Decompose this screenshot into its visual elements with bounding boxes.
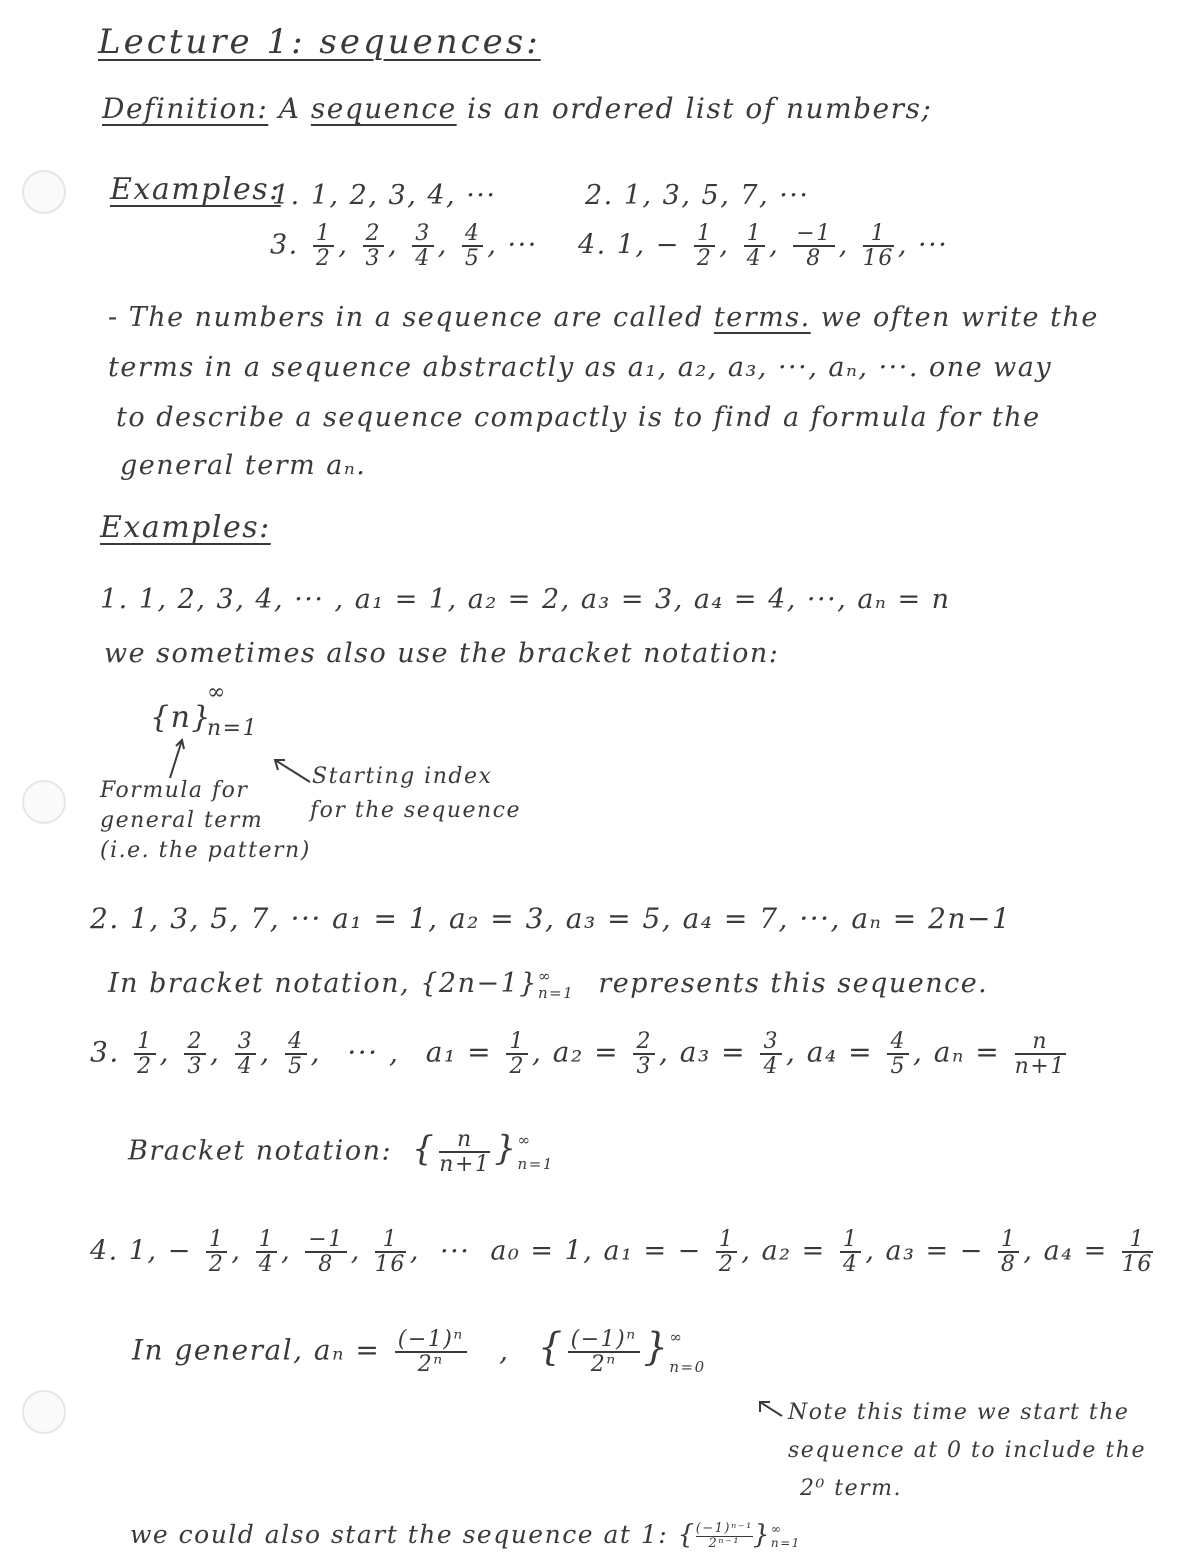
frac-num: 4: [462, 222, 484, 247]
terms-keyword: terms.: [713, 302, 811, 333]
example-1-bracket: {n}: [150, 700, 212, 735]
example-4-a4: [1122, 1228, 1153, 1276]
intro-example-4-index: 4.: [578, 229, 607, 261]
definition-term: sequence: [310, 92, 457, 125]
intro-ex3-frac-4: [462, 222, 484, 270]
arrow-to-index: [275, 760, 310, 782]
example-2-limits: [538, 968, 574, 1001]
annotation-index-line-2: for the sequence: [310, 798, 522, 823]
example-1-line: 1. 1, 2, 3, 4, ··· , a₁ = 1, a₂ = 2, a₃ = 3, a₄ = 4, ···, aₙ = n: [100, 584, 951, 615]
intro-example-3-index: 3.: [270, 229, 299, 261]
frac-num: 1: [134, 1030, 156, 1055]
example-1-note: we sometimes also use the bracket notation:: [104, 638, 780, 669]
frac-den: n+1: [1014, 1054, 1066, 1080]
example-1-bracket-sub: n=1: [207, 716, 259, 741]
frac-den: 5: [890, 1054, 906, 1080]
frac-den: 2: [718, 1252, 735, 1278]
example-3-frac-2: [184, 1030, 206, 1078]
example-3-an-label: aₙ =: [933, 1035, 1001, 1069]
intro-ex3-frac-1: [313, 222, 335, 270]
example-4-limits: [669, 1322, 705, 1382]
example-3-frac-3: [235, 1030, 257, 1078]
frac-den: 16: [1121, 1252, 1153, 1278]
frac-den: 4: [842, 1252, 859, 1278]
frac-den: 2ⁿ: [417, 1352, 444, 1377]
example-4-a3-label: a₃ = −: [885, 1235, 984, 1267]
example-4-general-label: In general, aₙ =: [132, 1333, 381, 1367]
frac-num: 1: [1122, 1228, 1153, 1253]
frac-num: 1: [716, 1228, 738, 1253]
example-3-bracket-sub: n=1: [517, 1155, 554, 1174]
example-4-note-line-1: Note this time we start the: [788, 1400, 1130, 1425]
example-4-bracket-frac: [568, 1328, 640, 1376]
frac-den: 16: [862, 246, 894, 272]
intro-example-3: 3. $\frac{1}{2}$ , $\frac{2}{3}$ , $\frac{3}{4}$ , $\frac{4}{5}$ , ···: [270, 221, 538, 272]
example-4-general-line: [132, 1322, 706, 1382]
intro-ex4-frac-2: [744, 222, 766, 270]
terms-paragraph-line-1: [108, 302, 1099, 333]
frac-num: 1: [998, 1228, 1020, 1253]
left-brace: {: [537, 1324, 564, 1369]
example-4-line: 4. 1, − $\frac{1}{2}$ , $\frac{1}{4}$ , $\frac{-1}{8}$ , $\frac{1}{16}$ , ··· a₀ = 1, a₁ = − $\frac{1}{2}$ , a₂ = $\frac{1}{4}$ , a₃ = − $\frac{1}{8}$ , a₄ = $\frac{1}{16}$: [90, 1227, 1153, 1278]
example-4-note-line-3: 2⁰ term.: [800, 1476, 903, 1501]
right-brace: }: [494, 1128, 518, 1169]
terms-line1-a: - The numbers in a sequence are called: [108, 302, 704, 333]
definition-line: [102, 92, 932, 125]
intro-ex3-ellipsis: ···: [507, 229, 538, 261]
frac-num: 1: [506, 1030, 528, 1055]
frac-num: 1: [206, 1228, 228, 1253]
frac-num: 1: [256, 1228, 278, 1253]
example-3-ellipsis: ··· ,: [347, 1035, 400, 1069]
frac-den: 4: [763, 1054, 779, 1080]
punch-hole-top: [22, 170, 66, 214]
example-3-bracket-line: [128, 1128, 554, 1176]
frac-num: 3: [412, 222, 434, 247]
frac-den: 3: [365, 246, 382, 272]
example-4-bracket-sub: n=0: [669, 1358, 706, 1376]
frac-num: 2: [633, 1030, 655, 1055]
example-2-bracket-sup: ∞: [537, 967, 552, 985]
example-4-last-sub: n=1: [770, 1535, 801, 1550]
example-4-a3: [998, 1228, 1020, 1276]
intro-ex4-frac-1: [694, 222, 716, 270]
frac-den: 4: [258, 1252, 275, 1278]
right-brace: }: [643, 1324, 670, 1369]
frac-den: 4: [415, 246, 431, 272]
example-4-last-sup: ∞: [770, 1522, 783, 1537]
example-3-a3-label: a₃ =: [679, 1035, 747, 1069]
example-3-a2-label: a₂ =: [552, 1035, 620, 1069]
example-4-frac-4: [375, 1228, 406, 1276]
example-4-general: [395, 1328, 467, 1376]
example-3-a2: [633, 1030, 655, 1078]
example-4-index: 4.: [90, 1235, 119, 1267]
example-3-line: 3. $\frac{1}{2}$ , $\frac{2}{3}$ , $\frac{3}{4}$ , $\frac{4}{5}$ , ··· , a₁ = $\frac{1}{2}$ , a₂ = $\frac{2}{3}$ , a₃ = $\frac{3}{4}$ , a₄ = $\frac{4}{5}$ , aₙ = $\frac{n}{n+1}$: [90, 1029, 1066, 1080]
example-3-a1: [506, 1030, 528, 1078]
example-3-a4-label: a₄ =: [806, 1035, 874, 1069]
example-2-note-post: represents this sequence.: [598, 968, 989, 999]
intro-example-4-lead: 1, −: [616, 229, 680, 261]
left-brace: {: [412, 1128, 436, 1169]
frac-den: 2ⁿ: [590, 1352, 617, 1377]
punch-hole-bottom: [22, 1390, 66, 1434]
frac-den: 5: [288, 1054, 304, 1080]
example-3-bracket-frac: [439, 1128, 490, 1176]
intro-example-4: 4. 1, − $\frac{1}{2}$ , $\frac{1}{4}$ , $\frac{-1}{8}$ , $\frac{1}{16}$ , ···: [578, 221, 949, 272]
terms-paragraph-line-3: to describe a sequence compactly is to find a formula for the: [116, 402, 1041, 433]
frac-den: 4: [237, 1054, 254, 1080]
frac-den: 5: [464, 246, 481, 272]
example-4-frac-3: [305, 1228, 346, 1276]
intro-ex4-frac-4: [863, 222, 894, 270]
frac-den: 2ⁿ⁻¹: [708, 1536, 741, 1551]
example-3-an: [1015, 1030, 1066, 1078]
example-2-note-pre: In bracket notation,: [108, 968, 411, 999]
example-4-a0: a₀ = 1,: [490, 1235, 594, 1267]
example-4-a1-label: a₁ = −: [603, 1235, 702, 1267]
frac-num: −1: [305, 1228, 346, 1253]
annotation-formula-line-1: Formula for: [100, 778, 249, 803]
frac-den: 2: [208, 1252, 225, 1278]
frac-num: 3: [760, 1030, 782, 1055]
example-3-limits: [518, 1128, 554, 1176]
example-4-a2-label: a₂ =: [761, 1235, 826, 1267]
frac-den: 4: [746, 246, 763, 272]
frac-den: 3: [636, 1054, 652, 1080]
left-brace: {: [677, 1520, 696, 1550]
definition-pre: A: [278, 92, 301, 125]
example-4-frac-1: [206, 1228, 228, 1276]
definition-rest: is an ordered list of numbers;: [467, 92, 933, 125]
frac-num: 2: [363, 222, 385, 247]
example-3-frac-1: [134, 1030, 156, 1078]
frac-num: n: [1015, 1030, 1066, 1055]
example-3-a4: [887, 1030, 909, 1078]
punch-hole-middle: [22, 780, 66, 824]
example-4-last-limits: [771, 1523, 801, 1549]
intro-ex3-frac-2: [363, 222, 385, 270]
frac-den: n+1: [439, 1152, 491, 1178]
examples-intro-label: Examples:: [110, 172, 281, 207]
frac-den: 8: [318, 1252, 334, 1278]
example-3-a1-label: a₁ =: [425, 1035, 493, 1069]
example-2-line: 2. 1, 3, 5, 7, ··· a₁ = 1, a₂ = 3, a₃ = 5, a₄ = 7, ···, aₙ = 2n−1: [90, 902, 1012, 935]
example-4-last-line: [130, 1520, 801, 1551]
frac-den: 2: [696, 246, 713, 272]
frac-num: 1: [694, 222, 716, 247]
note-arrow-line: [760, 1402, 782, 1416]
example-4-ellipsis: ···: [440, 1235, 471, 1267]
annotation-formula-line-2: general term: [100, 808, 264, 833]
example-3-index: 3.: [90, 1035, 120, 1069]
frac-num: −1: [793, 222, 834, 247]
frac-den: 2: [509, 1054, 525, 1080]
example-4-bracket-sup: ∞: [669, 1328, 684, 1346]
frac-num: 1: [375, 1228, 406, 1253]
intro-ex4-ellipsis: ···: [918, 229, 949, 261]
frac-num: 1: [313, 222, 335, 247]
comma: ,: [499, 1333, 510, 1367]
example-3-bracket-sup: ∞: [517, 1131, 532, 1150]
frac-num: (−1)ⁿ⁻¹: [695, 1520, 753, 1536]
example-4-a2: [840, 1228, 862, 1276]
example-3-bracket-label: Bracket notation:: [128, 1135, 393, 1167]
intro-example-1: 1. 1, 2, 3, 4, ···: [272, 180, 497, 211]
frac-num: 1: [744, 222, 766, 247]
frac-den: 16: [374, 1252, 406, 1278]
page-title: Lecture 1: sequences:: [98, 22, 541, 62]
example-2-bracket: {2n−1}: [420, 968, 538, 999]
terms-paragraph-line-4: general term aₙ.: [120, 450, 367, 481]
right-brace: }: [752, 1520, 771, 1550]
example-3-a3: [760, 1030, 782, 1078]
definition-label: Definition:: [102, 92, 269, 125]
example-2-bracket-sub: n=1: [537, 983, 575, 1002]
example-4-last-text: we could also start the sequence at 1:: [130, 1520, 669, 1549]
example-1-bracket-sup: ∞: [207, 680, 227, 705]
frac-num: n: [439, 1128, 490, 1153]
frac-num: (−1)ⁿ: [395, 1328, 467, 1353]
intro-ex4-frac-3: [793, 222, 834, 270]
example-4-note-line-2: sequence at 0 to include the: [788, 1438, 1146, 1463]
intro-ex3-frac-3: [412, 222, 434, 270]
example-4-last-frac: [696, 1522, 753, 1552]
annotation-index-line-1: Starting index: [312, 764, 493, 789]
terms-paragraph-line-2: terms in a sequence abstractly as a₁, a₂, a₃, ···, aₙ, ···. one way: [108, 352, 1053, 383]
frac-num: 1: [863, 222, 894, 247]
terms-line1-b: we often write the: [820, 302, 1099, 333]
examples-heading: Examples:: [100, 510, 271, 545]
intro-example-2: 2. 1, 3, 5, 7, ···: [585, 180, 810, 211]
example-2-note: [108, 968, 988, 1001]
example-4-lead: 1, −: [128, 1235, 192, 1267]
example-4-a4-label: a₄ =: [1043, 1235, 1108, 1267]
frac-num: 4: [887, 1030, 909, 1055]
annotation-formula-line-3: (i.e. the pattern): [100, 838, 311, 863]
frac-num: 2: [184, 1030, 206, 1055]
note-arrow: [752, 1396, 792, 1426]
frac-den: 8: [1000, 1252, 1017, 1278]
frac-den: 2: [315, 246, 332, 272]
example-3-frac-4: [285, 1030, 307, 1078]
frac-num: 3: [235, 1030, 257, 1055]
frac-num: 4: [285, 1030, 307, 1055]
frac-num: 1: [840, 1228, 862, 1253]
frac-den: 8: [806, 246, 822, 272]
example-4-a1: [716, 1228, 738, 1276]
frac-den: 3: [187, 1054, 203, 1080]
example-4-frac-2: [256, 1228, 278, 1276]
frac-num: (−1)ⁿ: [568, 1328, 640, 1353]
frac-den: 2: [137, 1054, 153, 1080]
